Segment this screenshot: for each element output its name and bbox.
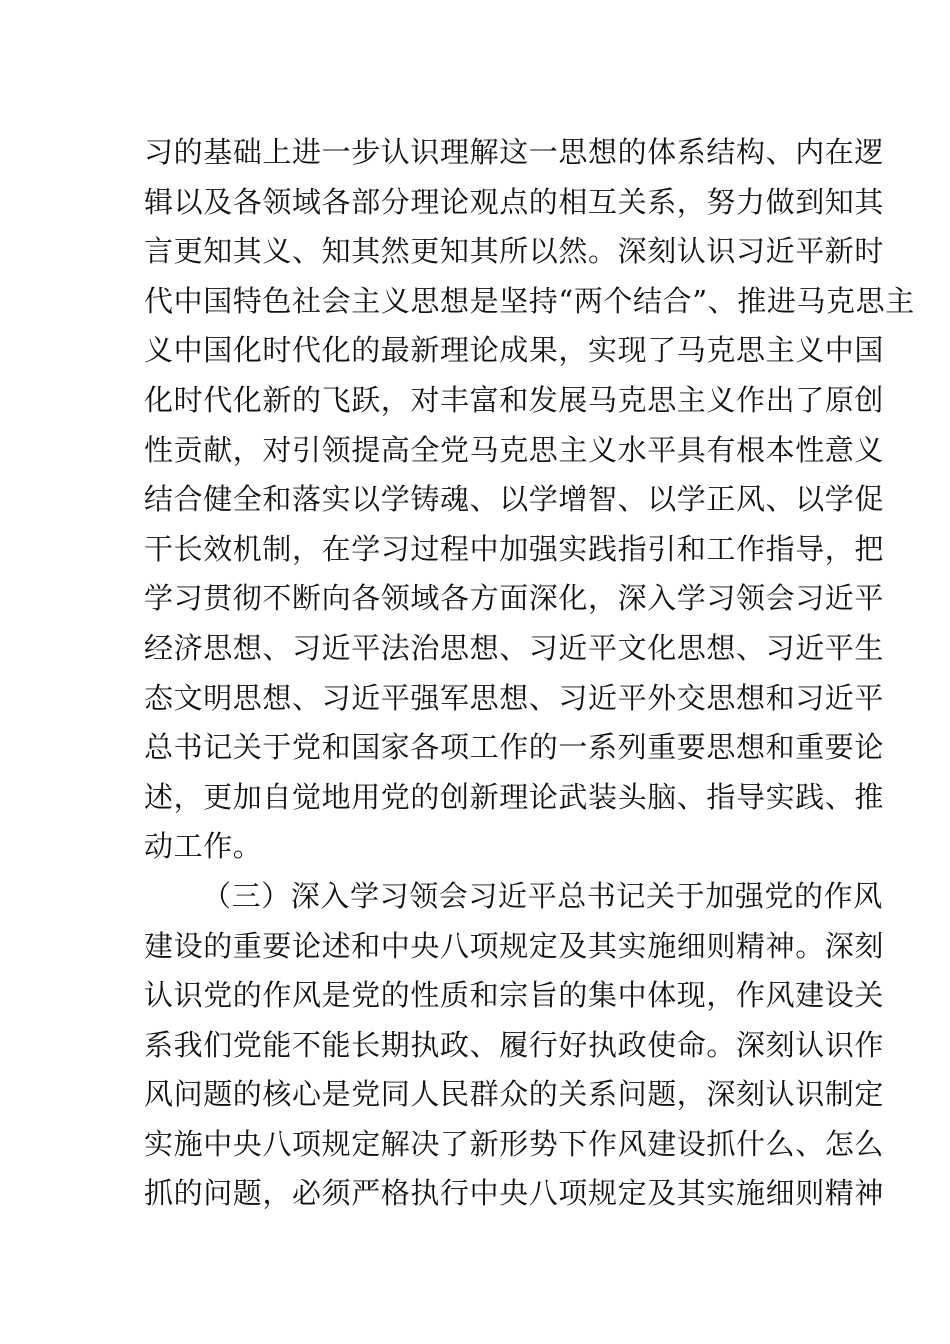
text-line: 义中国化时代化的最新理论成果，实现了马克思主义中国	[144, 333, 885, 368]
text-line: 实施中央八项规定解决了新形势下作风建设抓什么、怎么	[144, 1126, 885, 1161]
text-line: 性贡献，对引领提高全党马克思主义水平具有根本性意义	[144, 432, 885, 467]
text-line: 代中国特色社会主义思想是坚持“两个结合”、推进马克思主	[144, 283, 915, 318]
text-line: 化时代化新的飞跃，对丰富和发展马克思主义作出了原创	[144, 382, 885, 417]
text-line: 系我们党能不能长期执政、履行好执政使命。深刻认识作	[144, 1027, 885, 1062]
text-line: 态文明思想、习近平强军思想、习近平外交思想和习近平	[144, 680, 885, 715]
text-line: 言更知其义、知其然更知其所以然。深刻认识习近平新时	[144, 234, 885, 269]
text-line: 辑以及各领域各部分理论观点的相互关系，努力做到知其	[144, 184, 885, 219]
text-line: 认识党的作风是党的性质和宗旨的集中体现，作风建设关	[144, 978, 885, 1013]
paragraph-end-line: 动工作。	[144, 829, 263, 864]
document-body	[144, 128, 915, 1219]
text-line: 经济思想、习近平法治思想、习近平文化思想、习近平生	[144, 630, 885, 665]
text-line: 建设的重要论述和中央八项规定及其实施细则精神。深刻	[144, 928, 885, 963]
section-heading-line: （三）深入学习领会习近平总书记关于加强党的作风	[202, 878, 883, 913]
text-line: 干长效机制，在学习过程中加强实践指引和工作指导，把	[144, 531, 885, 566]
text-line: 抓的问题，必须严格执行中央八项规定及其实施细则精神	[144, 1176, 885, 1211]
text-line: 总书记关于党和国家各项工作的一系列重要思想和重要论	[144, 730, 885, 765]
text-line: 结合健全和落实以学铸魂、以学增智、以学正风、以学促	[144, 482, 885, 517]
text-line: 习的基础上进一步认识理解这一思想的体系结构、内在逻	[144, 135, 885, 169]
text-line: 风问题的核心是党同人民群众的关系问题，深刻认识制定	[144, 1077, 885, 1112]
text-line: 述，更加自觉地用党的创新理论武装头脑、指导实践、推	[144, 779, 885, 814]
text-line: 学习贯彻不断向各领域各方面深化，深入学习领会习近平	[144, 581, 885, 616]
